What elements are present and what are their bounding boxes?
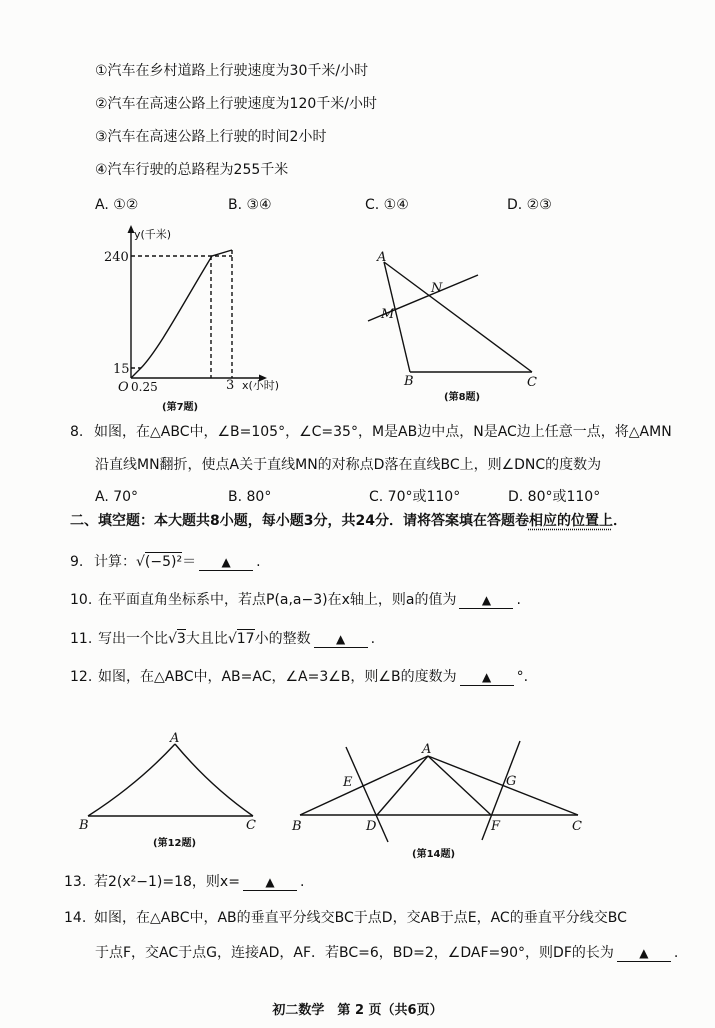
q9 [70,553,261,571]
radicand: (−5)² [144,554,183,570]
q7-statement-1: ①汽车在乡村道路上行驶速度为30千米/小时 [95,63,369,79]
figure-8-caption: (第8题) [444,392,481,403]
q10 [70,591,521,609]
q12 [70,668,528,686]
q11-end: . [370,631,376,647]
figure-14-triangle [285,735,595,865]
section-heading-fill-in [70,512,627,530]
q13-end: . [299,874,305,890]
answer-blank: ▲ [243,874,297,891]
x-tick-0.25: 0.25 [131,380,158,394]
section-heading-text: 二、填空题：本大题共8小题，每小题3分，共24分．请将答案填在答题卷 [70,513,529,529]
page-footer: 初二数学 第 2 页（共6页） [272,1003,443,1018]
point-a-label: A [377,250,387,265]
question-number: 12. [70,669,93,685]
radical-sign: √ [227,631,237,647]
radicand-1: 3 [176,631,186,647]
radical-sign: √ [168,631,177,647]
q8-option-a: A. 70° [95,489,139,505]
point-e-label: E [343,775,353,790]
radical-sign: √ [136,554,145,570]
q8-option-d: D. 80°或110° [508,489,601,505]
q10-end: . [516,592,521,608]
figure-12-caption: (第12题) [153,838,197,849]
q14-line-1 [64,909,627,927]
figure-12-triangle [75,728,270,852]
figure-8-triangle [360,240,560,408]
point-g-label: G [506,774,517,789]
q8-line-2: 沿直线MN翻折，使点A关于直线MN的对称点D落在直线BC上，则∠DNC的度数为 [95,457,602,473]
point-a-label: A [422,742,432,757]
q14-line-2 [95,944,678,962]
q12-end: °. [516,669,529,685]
q7-option-a: A. ①② [95,197,139,213]
q7-option-d: D. ②③ [507,197,552,213]
q7-statement-2: ②汽车在高速公路上行驶速度为120千米/小时 [95,96,377,112]
y-tick-240: 240 [104,250,129,265]
point-b-label: B [292,819,302,834]
question-number: 14. [64,910,87,926]
q13-text: 若2(x²−1)=18，则x= [94,874,240,890]
figure-14-caption: (第14题) [412,849,456,860]
q8-text-1: 如图，在△ABC中，∠B=105°，∠C=35°，M是AB边中点，N是AC边上任意一点，将△AMN [94,424,672,440]
point-m-label: M [381,307,395,322]
y-axis-label: y(千米) [134,228,172,241]
side-ac [175,744,253,816]
q8-option-b: B. 80° [228,489,272,505]
answer-blank: ▲ [459,592,513,609]
q14-end: . [673,945,679,961]
q8-line-1 [70,423,672,441]
side-ab [300,756,428,815]
question-number: 11. [70,631,93,647]
point-b-label: B [79,818,89,833]
question-number: 9. [70,554,84,570]
q13 [64,873,304,891]
q7-statement-4: ④汽车行驶的总路程为255千米 [95,162,289,178]
q7-statement-3: ③汽车在高速公路上行驶的时间2小时 [95,129,327,145]
point-a-label: A [170,731,180,746]
point-d-label: D [366,819,377,834]
q9-suffix: ＝ [182,554,197,570]
x-axis-label: x(小时) [242,379,280,392]
y-tick-15: 15 [113,362,130,377]
x-tick-3: 3 [226,378,235,393]
q11-text-1: 写出一个比 [98,631,168,647]
answer-blank: ▲ [617,945,671,962]
q7-option-c: C. ①④ [365,197,409,213]
question-number: 13. [64,874,87,890]
answer-blank: ▲ [199,554,253,571]
q10-text: 在平面直角坐标系中，若点P(a,a−3)在x轴上，则a的值为 [98,592,457,608]
answer-blank: ▲ [314,631,368,648]
origin-label: O [118,380,129,395]
question-number: 8. [70,424,84,440]
point-b-label: B [404,374,414,389]
q14-text-2: 于点F，交AC于点G，连接AD，AF．若BC=6，BD=2，∠DAF=90°，则DF的长为 [95,945,614,961]
q8-option-c: C. 70°或110° [369,489,461,505]
radicand-2: 17 [236,631,255,647]
distance-curve [131,250,232,378]
point-c-label: C [527,375,537,390]
q11 [70,630,375,648]
q11-text-2: 大且比 [185,631,228,647]
figure-7-graph [95,218,310,415]
section-heading-emphasis: 相应的位置上 [528,513,613,529]
q12-text: 如图，在△ABC中，AB=AC，∠A=3∠B，则∠B的度数为 [98,669,457,685]
point-f-label: F [491,819,501,834]
q9-prefix: 计算： [94,554,136,570]
segment-ad [377,756,428,815]
figure-7-caption: (第7题) [162,402,199,413]
question-number: 10. [70,592,93,608]
section-heading-end: ． [612,513,627,529]
q11-text-3: 小的整数 [254,631,311,647]
point-c-label: C [572,819,582,834]
point-n-label: N [431,281,443,296]
q9-end: . [256,554,261,570]
side-ab [88,744,175,816]
answer-blank: ▲ [460,669,514,686]
point-c-label: C [246,818,256,833]
q14-text-1: 如图，在△ABC中，AB的垂直平分线交BC于点D，交AB于点E，AC的垂直平分线交BC [94,910,627,926]
segment-af [428,756,491,815]
q7-option-b: B. ③④ [228,197,272,213]
